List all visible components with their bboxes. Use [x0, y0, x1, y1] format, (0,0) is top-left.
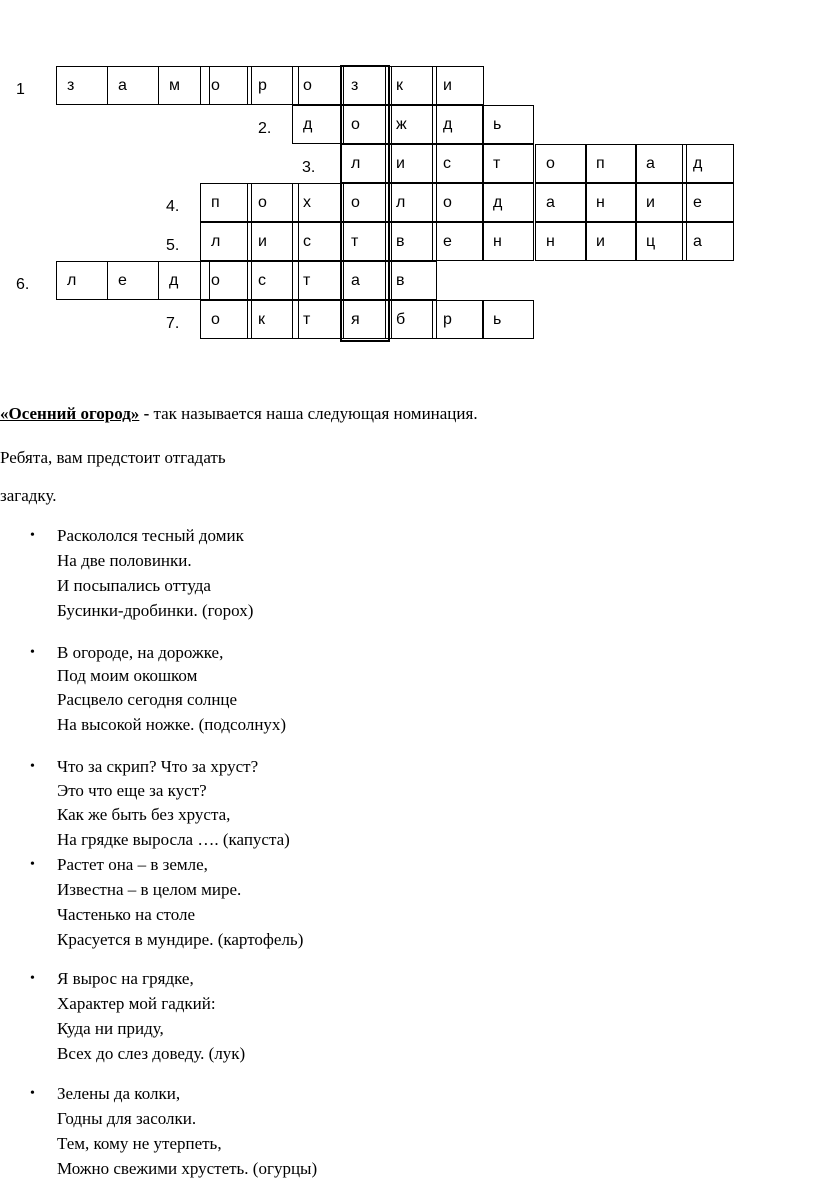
bullet-icon: •: [30, 759, 35, 774]
crossword-row-number: 5.: [166, 237, 180, 254]
crossword-cell: н: [535, 222, 587, 261]
crossword-cell: с: [432, 144, 484, 183]
crossword-cell: д: [158, 261, 210, 300]
riddle-line: На высокой ножке. (подсолнух): [57, 715, 287, 734]
crossword-cell: о: [200, 66, 252, 105]
crossword-cell: е: [107, 261, 159, 300]
title-dash: -: [139, 404, 150, 423]
crossword-cell: а: [682, 222, 734, 261]
crossword-cell: н: [482, 222, 534, 261]
crossword-cell: ц: [635, 222, 687, 261]
crossword-cell: с: [247, 261, 299, 300]
riddle-line: И посыпались оттуда: [57, 576, 211, 595]
section-title: «Осенний огород»: [0, 404, 140, 423]
crossword-cell: е: [432, 222, 484, 261]
crossword-cell: л: [340, 144, 392, 183]
riddle-line: В огороде, на дорожке,: [57, 643, 224, 662]
riddle-line: Красуется в мундире. (картофель): [57, 930, 304, 949]
crossword-cell: о: [247, 183, 299, 222]
riddle-line: Как же быть без хруста,: [57, 805, 231, 824]
crossword-cell: д: [682, 144, 734, 183]
riddle-line: Можно свежими хрустеть. (огурцы): [57, 1159, 318, 1178]
crossword-row-number: 3.: [302, 159, 316, 176]
crossword-cell: в: [385, 261, 437, 300]
crossword-cell: ж: [385, 105, 437, 144]
crossword-cell: б: [385, 300, 437, 339]
crossword-cell: с: [292, 222, 344, 261]
bullet-icon: •: [30, 971, 35, 986]
riddle-line: Под моим окошком: [57, 666, 198, 685]
crossword-cell: в: [385, 222, 437, 261]
riddle-line: На две половинки.: [57, 551, 192, 570]
bullet-icon: •: [30, 528, 35, 543]
intro-line: Ребята, вам предстоит отгадать: [0, 448, 226, 467]
crossword-cell: л: [385, 183, 437, 222]
intro-line: загадку.: [0, 486, 57, 505]
crossword-cell: и: [247, 222, 299, 261]
crossword-cell: р: [247, 66, 299, 105]
crossword-cell: т: [482, 144, 534, 183]
crossword-cell: о: [432, 183, 484, 222]
crossword-cell: л: [200, 222, 252, 261]
riddle-line: Всех до слез доведу. (лук): [57, 1044, 246, 1063]
intro-text: так называется наша следующая номинация.: [149, 404, 478, 423]
crossword-cell: о: [340, 105, 392, 144]
crossword-cell: к: [385, 66, 437, 105]
riddle-line: Раскололся тесный домик: [57, 526, 244, 545]
crossword-cell: ь: [482, 105, 534, 144]
crossword-row-number: 2.: [258, 120, 272, 137]
riddle-line: Бусинки-дробинки. (горох): [57, 601, 254, 620]
riddle-line: Я вырос на грядке,: [57, 969, 194, 988]
crossword-cell: о: [535, 144, 587, 183]
crossword-cell: т: [340, 222, 392, 261]
crossword-cell: м: [158, 66, 210, 105]
crossword-cell: д: [432, 105, 484, 144]
crossword-cell: е: [682, 183, 734, 222]
riddle-line: Это что еще за куст?: [57, 781, 207, 800]
crossword-cell: и: [635, 183, 687, 222]
crossword-cell: и: [585, 222, 637, 261]
crossword-cell: д: [292, 105, 344, 144]
riddle-line: Годны для засолки.: [57, 1109, 197, 1128]
crossword-cell: н: [585, 183, 637, 222]
crossword-cell: а: [107, 66, 159, 105]
intro-paragraph: [0, 403, 478, 425]
crossword-cell: а: [535, 183, 587, 222]
crossword-cell: я: [340, 300, 392, 339]
crossword-cell: п: [585, 144, 637, 183]
riddle-line: Что за скрип? Что за хруст?: [57, 757, 259, 776]
crossword: [0, 0, 816, 345]
crossword-row-number: 1: [16, 81, 25, 98]
bullet-icon: •: [30, 645, 35, 660]
crossword-cell: о: [340, 183, 392, 222]
crossword-cell: з: [340, 66, 392, 105]
riddle-line: Растет она – в земле,: [57, 855, 208, 874]
crossword-cell: о: [200, 261, 252, 300]
crossword-cell: и: [385, 144, 437, 183]
crossword-cell: о: [292, 66, 344, 105]
bullet-icon: •: [30, 1086, 35, 1101]
riddle-line: Расцвело сегодня солнце: [57, 690, 238, 709]
crossword-cell: х: [292, 183, 344, 222]
crossword-cell: о: [200, 300, 252, 339]
riddle-line: Характер мой гадкий:: [57, 994, 216, 1013]
crossword-row-number: 6.: [16, 276, 30, 293]
crossword-cell: а: [340, 261, 392, 300]
crossword-cell: и: [432, 66, 484, 105]
riddle-line: Известна – в целом мире.: [57, 880, 242, 899]
crossword-cell: з: [56, 66, 108, 105]
crossword-cell: т: [292, 300, 344, 339]
riddle-line: На грядке выросла …. (капуста): [57, 830, 290, 849]
crossword-row-number: 4.: [166, 198, 180, 215]
crossword-cell: д: [482, 183, 534, 222]
crossword-row-number: 7.: [166, 315, 180, 332]
crossword-cell: к: [247, 300, 299, 339]
crossword-cell: л: [56, 261, 108, 300]
riddle-line: Частенько на столе: [57, 905, 196, 924]
crossword-cell: ь: [482, 300, 534, 339]
riddle-line: Куда ни приду,: [57, 1019, 164, 1038]
crossword-cell: п: [200, 183, 252, 222]
crossword-cell: а: [635, 144, 687, 183]
crossword-cell: р: [432, 300, 484, 339]
bullet-icon: •: [30, 857, 35, 872]
riddle-line: Зелены да колки,: [57, 1084, 181, 1103]
riddle-line: Тем, кому не утерпеть,: [57, 1134, 222, 1153]
crossword-cell: т: [292, 261, 344, 300]
